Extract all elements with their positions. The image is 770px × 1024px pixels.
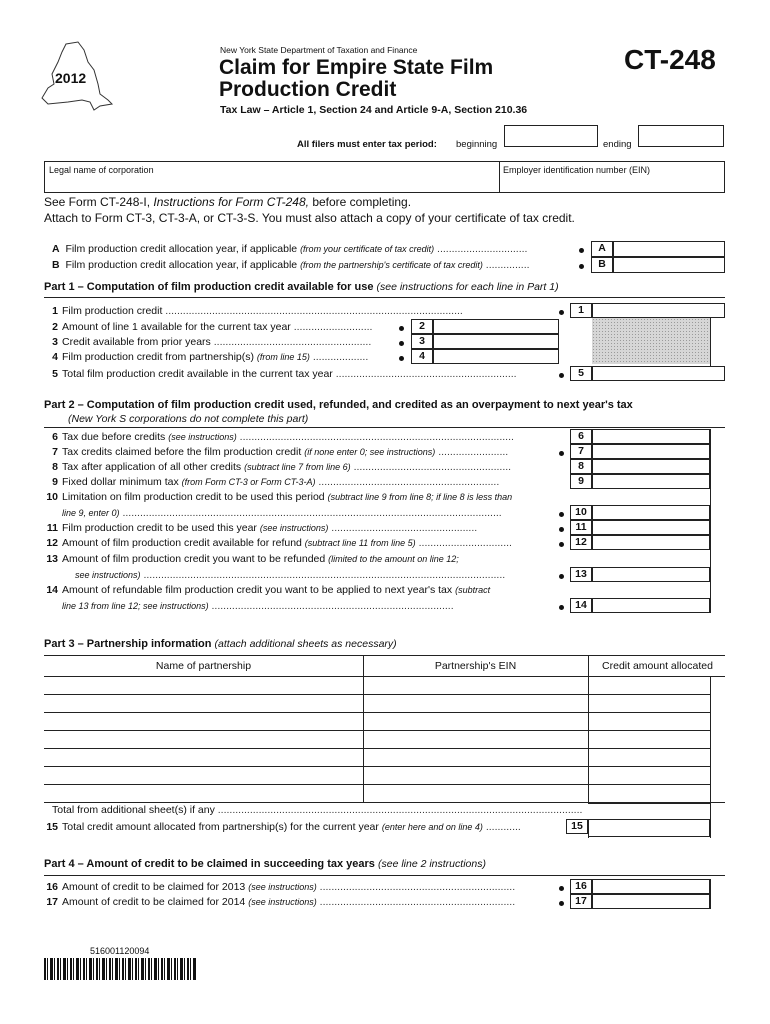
table-row[interactable] bbox=[44, 731, 710, 749]
line-15-input[interactable] bbox=[588, 819, 710, 837]
part4-right-border bbox=[710, 879, 711, 909]
line-17-box-label: 17 bbox=[570, 894, 592, 909]
line-5-bullet bbox=[559, 373, 564, 378]
table-row[interactable] bbox=[44, 767, 710, 785]
line-14-text-cont: line 13 from line 12; see instructions) ................................................................................... bbox=[62, 600, 454, 612]
line-5-input[interactable] bbox=[592, 366, 725, 381]
line-16-box-label: 16 bbox=[570, 879, 592, 894]
line-3-text: 3 Credit available from prior years ...................................................... bbox=[52, 336, 372, 348]
part2-subtitle: (New York S corporations do not complete this part) bbox=[68, 413, 309, 425]
line-13-bullet bbox=[559, 574, 564, 579]
line-11-bullet bbox=[559, 527, 564, 532]
line-6-box-label: 6 bbox=[570, 429, 592, 444]
line-2-bullet bbox=[399, 326, 404, 331]
line-14-text: 14 Amount of refundable film production credit you want to be applied to next year's tax (subtract bbox=[46, 584, 491, 596]
part4-title: Part 4 – Amount of credit to be claimed in succeeding tax years (see line 2 instructions) bbox=[44, 858, 486, 870]
line-b-box-label: B bbox=[591, 257, 613, 273]
line-1-text: 1 Film production credit ...................................................................................................... bbox=[52, 305, 463, 317]
line-3-input[interactable] bbox=[433, 334, 559, 349]
instructions-line1: See Form CT-248-I, Instructions for Form CT-248, before completing. bbox=[44, 195, 412, 209]
line-17-text: 17 Amount of credit to be claimed for 2014 (see instructions) ................................................................... bbox=[46, 896, 516, 908]
line-2-input[interactable] bbox=[433, 319, 559, 334]
line-10-text: 10 Limitation on film production credit to be used this period (subtract line 9 from line 8; if line 8 is less than bbox=[46, 491, 513, 503]
line-13-text: 13 Amount of film production credit you want to be refunded (limited to the amount on line 12; bbox=[46, 553, 459, 565]
line-9-input[interactable] bbox=[592, 474, 710, 489]
line-13-input[interactable] bbox=[592, 567, 710, 582]
line-3-bullet bbox=[399, 341, 404, 346]
line-15-box-label: 15 bbox=[566, 819, 588, 834]
part4-rule bbox=[44, 875, 725, 876]
part2-title: Part 2 – Computation of film production credit used, refunded, and credited as an overpayment to next year's tax bbox=[44, 399, 633, 411]
col-header-credit-amount: Credit amount allocated bbox=[602, 660, 713, 672]
line-14-bullet bbox=[559, 605, 564, 610]
additional-sheets-label: Total from additional sheet(s) if any ............................................................................................................................. bbox=[52, 804, 583, 816]
line-a-bullet bbox=[579, 248, 584, 253]
line-14-box-label: 14 bbox=[570, 598, 592, 613]
line-12-bullet bbox=[559, 542, 564, 547]
line-6-text: 6 Tax due before credits (see instructions) .............................................................................................. bbox=[52, 431, 514, 443]
tax-law-reference: Tax Law – Article 1, Section 24 and Article 9-A, Section 210.36 bbox=[220, 104, 528, 116]
line-10-input[interactable] bbox=[592, 505, 710, 520]
part1-title: Part 1 – Computation of film production credit available for use (see instructions for each line in Part 1) bbox=[44, 281, 559, 293]
line-5-box-label: 5 bbox=[570, 366, 592, 381]
col-header-partnership-ein: Partnership's EIN bbox=[434, 660, 517, 672]
line-14-input[interactable] bbox=[592, 598, 710, 613]
barcode-number: 516001120094 bbox=[90, 946, 150, 956]
table-row[interactable] bbox=[44, 695, 710, 713]
table-row[interactable] bbox=[44, 749, 710, 767]
table-row[interactable] bbox=[44, 677, 710, 695]
line-11-input[interactable] bbox=[592, 520, 710, 535]
line-16-bullet bbox=[559, 886, 564, 891]
line-1-bullet bbox=[559, 310, 564, 315]
line-17-input[interactable] bbox=[592, 894, 710, 909]
beginning-label: beginning bbox=[456, 139, 498, 150]
line-a-text: A Film production credit allocation year, if applicable (from your certificate of tax credit) ............................... bbox=[52, 243, 528, 255]
part2-right-border bbox=[710, 429, 711, 613]
additional-sheets-input[interactable] bbox=[588, 803, 710, 820]
part1-right-border bbox=[710, 318, 711, 366]
line-12-input[interactable] bbox=[592, 535, 710, 550]
line-4-box-label: 4 bbox=[411, 349, 433, 364]
line-15-text: 15 Total credit amount allocated from partnership(s) for the current year (enter here and on line 4) ............ bbox=[46, 821, 521, 833]
line-b-text: B Film production credit allocation year, if applicable (from the partnership's certificate of tax credit) ............... bbox=[52, 259, 530, 271]
barcode bbox=[44, 958, 196, 980]
col-header-partnership-name: Name of partnership bbox=[155, 660, 252, 672]
line-13-text-cont: see instructions) ............................................................................................................................ bbox=[75, 569, 506, 581]
line-7-text: 7 Tax credits claimed before the film production credit (if none enter 0; see instructions) ........................ bbox=[52, 446, 509, 458]
line-2-box-label: 2 bbox=[411, 319, 433, 334]
line-4-bullet bbox=[399, 356, 404, 361]
line-6-input[interactable] bbox=[592, 429, 710, 444]
form-year: 2012 bbox=[55, 70, 87, 86]
table-row[interactable] bbox=[44, 785, 710, 802]
line-7-box-label: 7 bbox=[570, 444, 592, 459]
line-11-box-label: 11 bbox=[570, 520, 592, 535]
line-b-input[interactable] bbox=[613, 257, 725, 273]
line-16-text: 16 Amount of credit to be claimed for 2013 (see instructions) ................................................................... bbox=[46, 881, 516, 893]
part3-right-border bbox=[710, 676, 711, 838]
line-9-text: 9 Fixed dollar minimum tax (from Form CT-3 or Form CT-3-A) .............................................................. bbox=[52, 476, 500, 488]
line-10-box-label: 10 bbox=[570, 505, 592, 520]
tax-period-label: All filers must enter tax period: bbox=[297, 139, 437, 150]
line-12-box-label: 12 bbox=[570, 535, 592, 550]
line-8-input[interactable] bbox=[592, 459, 710, 474]
line-17-bullet bbox=[559, 901, 564, 906]
line-3-box-label: 3 bbox=[411, 334, 433, 349]
line-4-input[interactable] bbox=[433, 349, 559, 364]
line-b-bullet bbox=[579, 264, 584, 269]
table-row[interactable] bbox=[44, 713, 710, 731]
line-12-text: 12 Amount of film production credit available for refund (subtract line 11 from line 5) ................................ bbox=[46, 537, 512, 549]
line-11-text: 11 Film production credit to be used this year (see instructions) .................................................. bbox=[46, 522, 478, 534]
line-10-bullet bbox=[559, 512, 564, 517]
ein-label: Employer identification number (EIN) bbox=[503, 165, 651, 175]
line-1-input[interactable] bbox=[592, 303, 725, 318]
instructions-line2: Attach to Form CT-3, CT-3-A, or CT-3-S. You must also attach a copy of your certificate of tax credit. bbox=[44, 211, 575, 225]
line-5-text: 5 Total film production credit available in the current tax year .............................................................. bbox=[52, 368, 517, 380]
part2-rule bbox=[44, 427, 725, 428]
line-a-box-label: A bbox=[591, 241, 613, 257]
part3-title: Part 3 – Partnership information (attach additional sheets as necessary) bbox=[44, 638, 397, 650]
part1-rule bbox=[44, 297, 725, 298]
line-13-box-label: 13 bbox=[570, 567, 592, 582]
line-8-box-label: 8 bbox=[570, 459, 592, 474]
form-title-line2: Production Credit bbox=[219, 78, 397, 101]
form-title-line1: Claim for Empire State Film bbox=[219, 56, 494, 79]
line-7-input[interactable] bbox=[592, 444, 710, 459]
line-7-bullet bbox=[559, 451, 564, 456]
part1-shaded-area bbox=[592, 318, 710, 364]
line-16-input[interactable] bbox=[592, 879, 710, 894]
line-2-text: 2 Amount of line 1 available for the current tax year ........................... bbox=[52, 321, 373, 333]
line-4-text: 4 Film production credit from partnership(s) (from line 15) ................... bbox=[52, 351, 369, 363]
ending-label: ending bbox=[603, 139, 632, 150]
department-name: New York State Department of Taxation and Finance bbox=[220, 45, 418, 55]
tax-period-beginning-input[interactable] bbox=[504, 125, 598, 147]
line-10-text-cont: line 9, enter 0) .................................................................................................................................. bbox=[62, 507, 502, 519]
legal-name-label: Legal name of corporation bbox=[49, 165, 154, 175]
line-a-input[interactable] bbox=[613, 241, 725, 257]
form-number: CT-248 bbox=[624, 44, 716, 75]
line-8-text: 8 Tax after application of all other credits (subtract line 7 from line 6) ...................................................... bbox=[52, 461, 512, 473]
tax-period-ending-input[interactable] bbox=[638, 125, 724, 147]
line-1-box-label: 1 bbox=[570, 303, 592, 318]
line-9-box-label: 9 bbox=[570, 474, 592, 489]
